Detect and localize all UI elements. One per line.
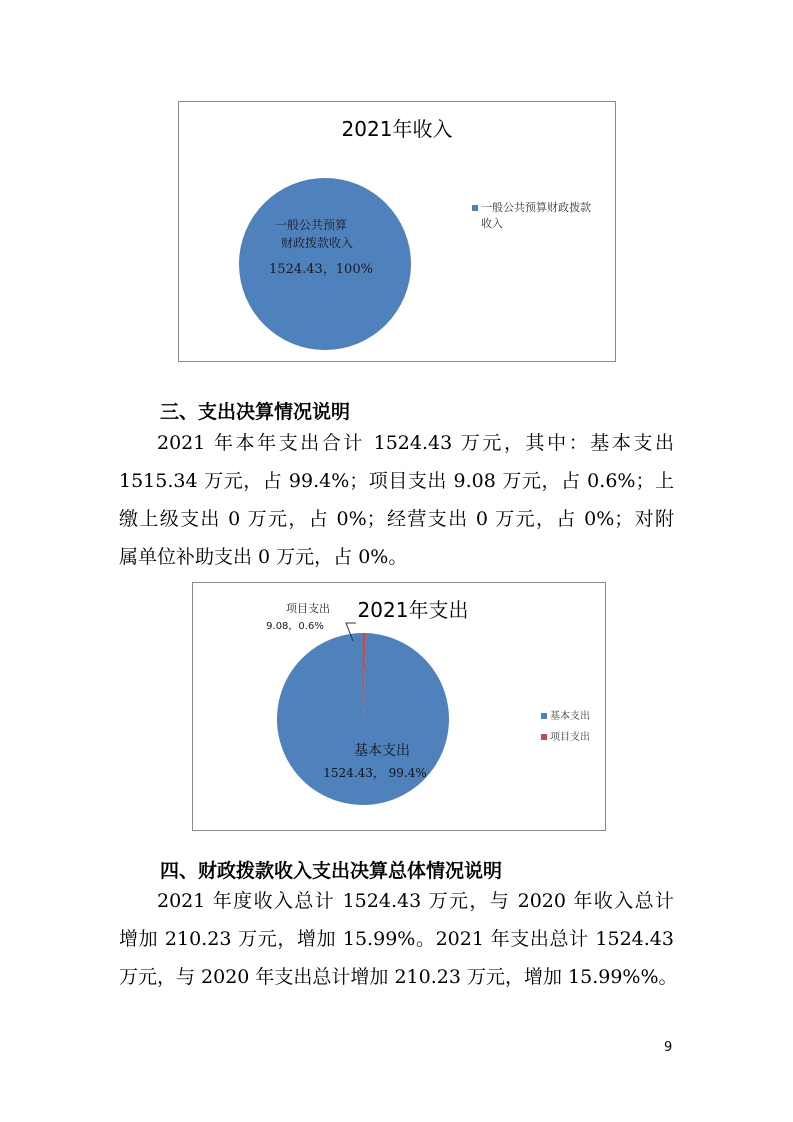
legend-label-line1: 一般公共预算财政拨款 bbox=[481, 201, 591, 214]
page-number: 9 bbox=[664, 1040, 673, 1055]
paragraph-line: 增加 210.23 万元，增加 15.99%。2021 年支出总计 1524.43 bbox=[119, 928, 674, 950]
chart-title: 2021年支出 bbox=[357, 598, 469, 622]
paragraph-line: 缴上级支出 0 万元，占 0%；经营支出 0 万元，占 0%；对附 bbox=[119, 508, 674, 530]
paragraph-line: 万元，与 2020 年支出总计增加 210.23 万元，增加 15.99%%。 bbox=[119, 966, 678, 988]
income-pie-chart bbox=[178, 101, 616, 362]
paragraph-line: 2021 年本年支出合计 1524.43 万元，其中：基本支出 bbox=[157, 432, 674, 454]
chart-title: 2021年收入 bbox=[341, 117, 453, 141]
paragraph-line: 属单位补助支出 0 万元，占 0%。 bbox=[119, 546, 408, 568]
slice-label-line2: 财政拨款收入 bbox=[280, 236, 354, 250]
small-slice-name: 项目支出 bbox=[286, 602, 330, 615]
section4-paragraph bbox=[119, 882, 678, 996]
expenditure-pie-chart bbox=[192, 582, 606, 831]
paragraph-line: 1515.34 万元，占 99.4%；项目支出 9.08 万元，占 0.6%；上 bbox=[119, 470, 674, 492]
slice-label-line1: 一般公共预算 bbox=[274, 218, 348, 232]
legend-swatch-general-budget bbox=[472, 205, 478, 211]
legend-label-basic: 基本支出 bbox=[550, 711, 590, 722]
legend-label-project: 项目支出 bbox=[550, 732, 590, 743]
legend-label-line2: 收入 bbox=[481, 217, 503, 230]
section3-paragraph bbox=[119, 424, 674, 576]
legend-swatch-basic bbox=[541, 713, 547, 719]
paragraph-line: 2021 年度收入总计 1524.43 万元，与 2020 年收入总计 bbox=[157, 890, 674, 912]
big-slice-value: 1524.43， 99.4% bbox=[323, 766, 427, 780]
big-slice-name: 基本支出 bbox=[354, 743, 410, 759]
section3-heading: 三、支出决算情况说明 bbox=[160, 401, 351, 423]
section4-heading: 四、财政拨款收入支出决算总体情况说明 bbox=[160, 860, 503, 882]
small-slice-value: 9.08，0.6% bbox=[266, 621, 324, 632]
legend-swatch-project bbox=[541, 734, 547, 740]
slice-value-label: 1524.43，100% bbox=[269, 262, 373, 277]
